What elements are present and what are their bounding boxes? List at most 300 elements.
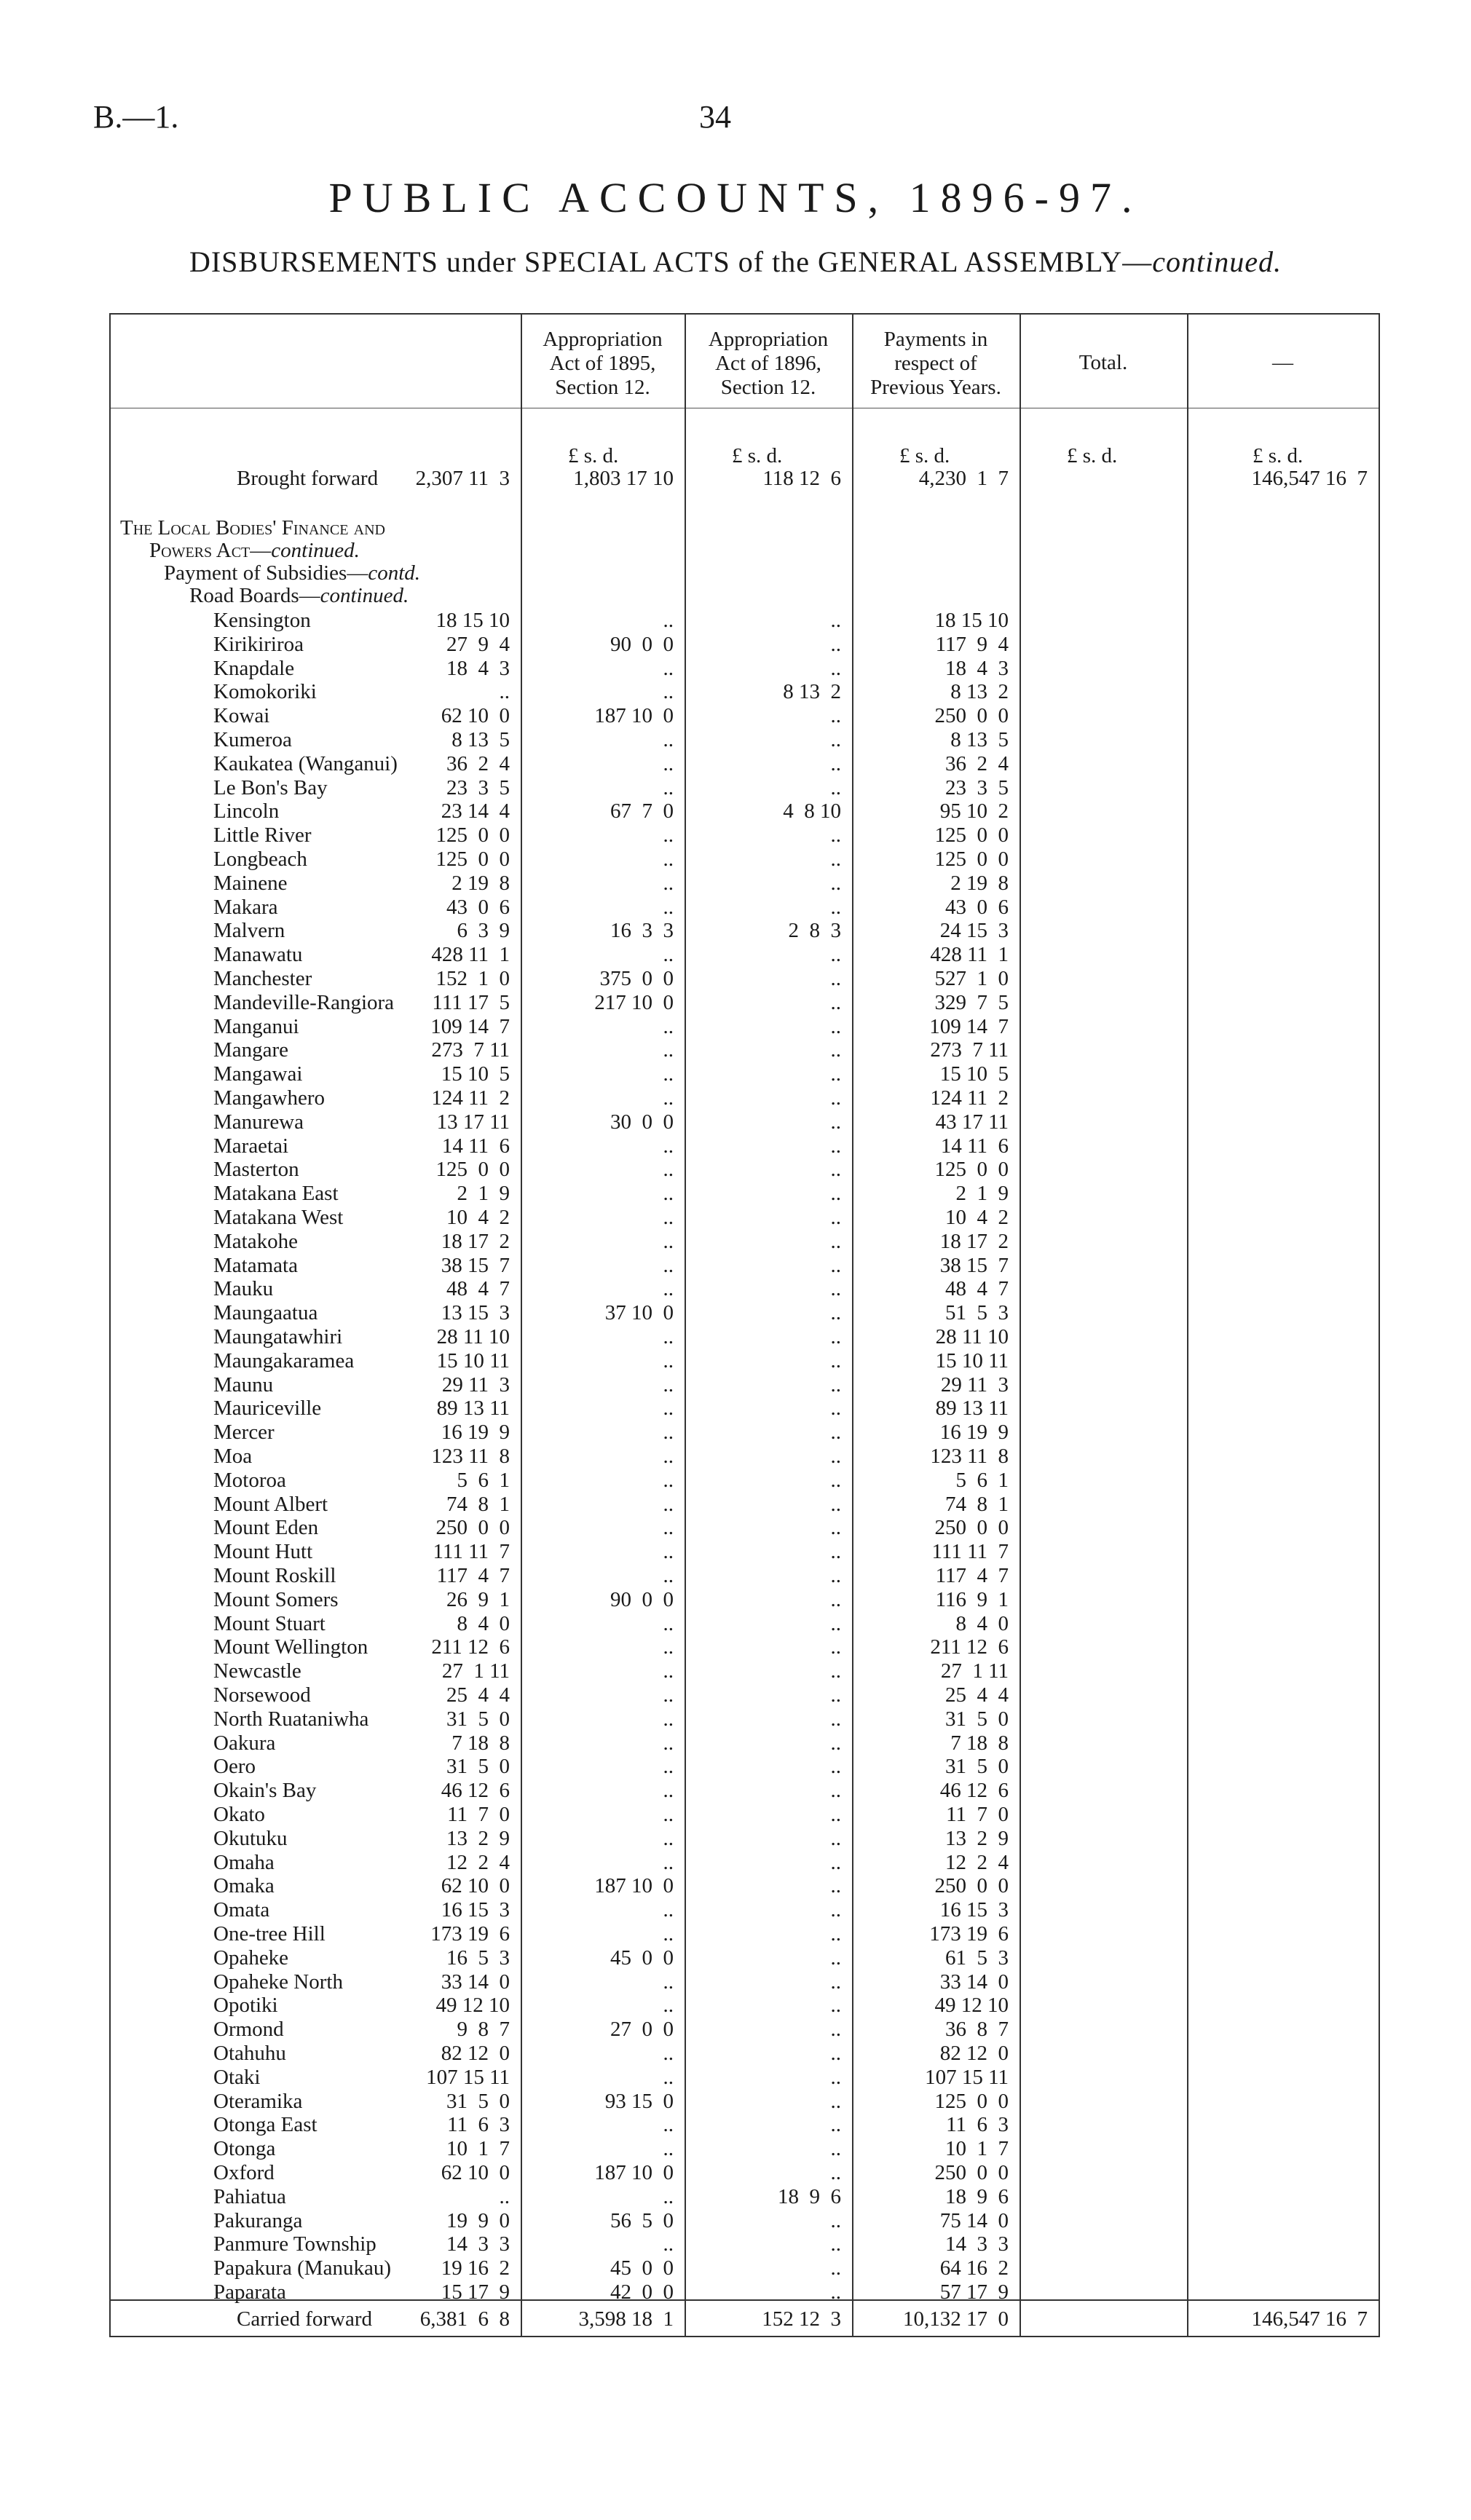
amount-c3: .. — [830, 1587, 841, 1611]
amount-c4: 61 5 3 — [945, 1946, 1009, 1970]
table-row — [109, 2090, 1380, 2113]
table-row — [109, 1158, 1380, 1181]
road-board-name: Makara — [213, 895, 278, 919]
amount-c1: 125 0 0 — [435, 1158, 510, 1182]
table-row — [109, 2138, 1380, 2160]
amount-c1: 111 17 5 — [432, 990, 510, 1014]
amount-c4: 16 15 3 — [939, 1898, 1009, 1922]
road-board-name: Mount Hutt — [213, 1540, 313, 1564]
amount-c1: 123 11 8 — [431, 1445, 510, 1468]
table-row — [109, 1326, 1380, 1348]
amount-c2: .. — [663, 1803, 674, 1826]
amount-c2: 217 10 0 — [594, 990, 674, 1014]
amount-c4: 43 0 6 — [945, 895, 1009, 919]
amount-c2: .. — [663, 609, 674, 632]
amount-c4: 2 19 8 — [950, 871, 1009, 895]
amount-c1: 29 11 3 — [441, 1372, 510, 1397]
amount-c3: .. — [830, 1898, 841, 1922]
table-row — [109, 1994, 1380, 2017]
road-board-name: Ormond — [213, 2018, 284, 2042]
table-row — [109, 1231, 1380, 1253]
table-row — [109, 2281, 1380, 2304]
road-board-name: Mangawai — [213, 1062, 303, 1086]
table-row — [109, 1947, 1380, 1970]
amount-c3: .. — [830, 1277, 841, 1301]
road-board-name: Oxford — [213, 2161, 275, 2184]
table-row — [109, 1684, 1380, 1707]
amount-c3: .. — [830, 2208, 841, 2232]
table-row — [109, 1923, 1380, 1946]
amount-c3: .. — [830, 2280, 841, 2304]
amount-c2: .. — [663, 1086, 674, 1110]
amount-c4: 43 17 11 — [935, 1110, 1009, 1134]
section-heading-act: Powers Act— — [149, 539, 272, 562]
amount-c4: 75 14 0 — [939, 2208, 1009, 2232]
table-row — [109, 2114, 1380, 2136]
table-row — [109, 2257, 1380, 2280]
amount-c1: 74 8 1 — [446, 1492, 510, 1516]
amount-c2: .. — [663, 1038, 674, 1062]
road-board-name: Maunu — [213, 1372, 274, 1397]
page-reference: B.—1. — [93, 99, 179, 135]
amount-c4: 5 6 1 — [955, 1468, 1009, 1492]
table-row — [109, 2018, 1380, 2041]
amount-c1: 23 14 4 — [441, 799, 510, 823]
table-row — [109, 872, 1380, 895]
header-line: Act of 1895, — [549, 352, 656, 375]
amount-c3: .. — [830, 1206, 841, 1229]
road-board-name: Mount Stuart — [213, 1611, 326, 1635]
amount-c4: 25 4 4 — [945, 1683, 1009, 1707]
amount-c2: .. — [663, 1372, 674, 1397]
amount-c3: .. — [830, 1158, 841, 1182]
amount-c2: .. — [663, 775, 674, 799]
amount-c4: 11 7 0 — [946, 1803, 1009, 1826]
amount-c3: .. — [830, 1635, 841, 1659]
table-row — [109, 2186, 1380, 2208]
amount-c1: 273 7 11 — [431, 1038, 510, 1062]
table-row — [109, 1302, 1380, 1324]
amount-c4: 107 15 11 — [925, 2065, 1009, 2089]
amount-c3: .. — [830, 2018, 841, 2042]
amount-c2: .. — [663, 1397, 674, 1421]
amount-c4: 125 0 0 — [934, 1158, 1009, 1182]
amount-c3: .. — [830, 871, 841, 895]
amount-c4: 57 17 9 — [939, 2280, 1009, 2304]
road-board-name: Pahiatua — [213, 2184, 286, 2208]
table-row — [109, 2066, 1380, 2089]
amount-c2: .. — [663, 823, 674, 848]
amount-c3: .. — [830, 1731, 841, 1755]
amount-c1: 8 4 0 — [457, 1611, 510, 1635]
carried-forward-col5: 146,547 16 7 — [1251, 2307, 1368, 2331]
amount-c4: 273 7 11 — [930, 1038, 1009, 1062]
road-board-name: Maungakaramea — [213, 1348, 355, 1372]
amount-c2: 16 3 3 — [610, 919, 674, 943]
amount-c1: 43 0 6 — [446, 895, 510, 919]
amount-c2: .. — [663, 1277, 674, 1301]
amount-c2: .. — [663, 1826, 674, 1850]
amount-c2: .. — [663, 848, 674, 871]
amount-c1: 11 7 0 — [447, 1803, 510, 1826]
amount-c4: 250 0 0 — [934, 2161, 1009, 2184]
road-board-name: Longbeach — [213, 848, 307, 871]
amount-c3: .. — [830, 1110, 841, 1134]
amount-c4: 49 12 10 — [934, 1994, 1009, 2018]
table-row — [109, 1589, 1380, 1611]
units-col2: £ s. d. — [732, 444, 783, 467]
road-board-name: Motoroa — [213, 1468, 286, 1492]
amount-c4: 38 15 7 — [939, 1253, 1009, 1277]
amount-c2: 45 0 0 — [610, 2256, 674, 2280]
amount-c1: 49 12 10 — [435, 1994, 510, 2018]
amount-c4: 8 4 0 — [955, 1611, 1009, 1635]
amount-c3: .. — [830, 1803, 841, 1826]
amount-c1: 13 17 11 — [436, 1110, 510, 1134]
amount-c4: 124 11 2 — [930, 1086, 1009, 1110]
amount-c4: 11 6 3 — [946, 2113, 1009, 2137]
amount-c2: .. — [663, 1516, 674, 1540]
amount-c1: 62 10 0 — [441, 1874, 510, 1898]
amount-c3: .. — [830, 1014, 841, 1038]
amount-c2: .. — [663, 2042, 674, 2065]
carried-forward-row — [109, 2308, 1380, 2331]
table-row — [109, 1780, 1380, 1802]
table-row — [109, 1517, 1380, 1539]
road-board-name: Manchester — [213, 967, 312, 990]
amount-c4: 125 0 0 — [934, 848, 1009, 871]
table-row — [109, 2162, 1380, 2184]
amount-c1: 7 18 8 — [451, 1731, 510, 1755]
amount-c2: 30 0 0 — [610, 1110, 674, 1134]
amount-c2: .. — [663, 1540, 674, 1564]
amount-c4: 2 1 9 — [955, 1182, 1009, 1206]
units-col1: £ s. d. — [568, 444, 619, 467]
amount-c2: .. — [663, 1253, 674, 1277]
header-line: Previous Years. — [870, 376, 1001, 399]
table-row — [109, 1852, 1380, 1874]
amount-c3: .. — [830, 1372, 841, 1397]
road-board-name: Manawatu — [213, 943, 303, 967]
road-board-name: Pakuranga — [213, 2208, 303, 2232]
amount-c1: 19 9 0 — [446, 2208, 510, 2232]
header-total — [1020, 351, 1187, 375]
header-line: Section 12. — [720, 376, 816, 399]
amount-c2: .. — [663, 1014, 674, 1038]
amount-c4: 109 14 7 — [929, 1014, 1009, 1038]
road-board-name: Matakohe — [213, 1229, 298, 1253]
amount-c1: 2 19 8 — [451, 871, 510, 895]
section-heading-line3 — [164, 562, 420, 585]
road-board-name: Lincoln — [213, 799, 280, 823]
carried-forward-col2: 3,598 18 1 — [578, 2307, 674, 2331]
amount-c3: .. — [830, 1421, 841, 1445]
road-board-name: Knapdale — [213, 656, 295, 680]
amount-c2: .. — [663, 1707, 674, 1731]
road-board-name: Mauriceville — [213, 1397, 322, 1421]
road-board-name: Mount Eden — [213, 1516, 319, 1540]
table-row — [109, 944, 1380, 966]
amount-c2: .. — [663, 1158, 674, 1182]
amount-c4: 111 11 7 — [931, 1540, 1009, 1564]
amount-c1: .. — [499, 2184, 510, 2208]
amount-c3: .. — [830, 751, 841, 775]
carried-forward-col4: 10,132 17 0 — [903, 2307, 1009, 2331]
amount-c3: .. — [830, 1826, 841, 1850]
amount-c3: .. — [830, 609, 841, 632]
amount-c2: 90 0 0 — [610, 632, 674, 656]
amount-c2: .. — [663, 1779, 674, 1803]
amount-c1: 62 10 0 — [441, 704, 510, 728]
table-row — [109, 657, 1380, 680]
amount-c1: 117 4 7 — [436, 1564, 510, 1587]
amount-c1: 8 13 5 — [451, 728, 510, 751]
amount-c4: 173 19 6 — [929, 1922, 1009, 1946]
table-row — [109, 1875, 1380, 1897]
amount-c4: 250 0 0 — [934, 1874, 1009, 1898]
amount-c2: .. — [663, 2232, 674, 2256]
amount-c4: 89 13 11 — [935, 1397, 1009, 1421]
table-row — [109, 824, 1380, 847]
amount-c2: .. — [663, 1850, 674, 1874]
amount-c1: 16 5 3 — [446, 1946, 510, 1970]
road-board-name: Mount Wellington — [213, 1635, 368, 1659]
table-row — [109, 1828, 1380, 1850]
amount-c1: 14 3 3 — [446, 2232, 510, 2256]
amount-c3: .. — [830, 1397, 841, 1421]
amount-c4: 428 11 1 — [930, 943, 1009, 967]
amount-c4: 250 0 0 — [934, 704, 1009, 728]
amount-c2: .. — [663, 1898, 674, 1922]
amount-c2: 90 0 0 — [610, 1587, 674, 1611]
amount-c3: .. — [830, 2161, 841, 2184]
section-heading-road-continued: continued. — [320, 584, 409, 607]
road-board-name: Mangawhero — [213, 1086, 326, 1110]
brought-forward-label: Brought forward — [237, 467, 379, 490]
page-title: PUBLIC ACCOUNTS, 1896-97. — [328, 174, 1143, 221]
amount-c4: 10 4 2 — [945, 1206, 1009, 1229]
amount-c3: .. — [830, 1683, 841, 1707]
table-row — [109, 1087, 1380, 1110]
amount-c4: 8 13 2 — [950, 680, 1009, 704]
amount-c1: 13 2 9 — [446, 1826, 510, 1850]
amount-c4: 7 18 8 — [950, 1731, 1009, 1755]
road-board-name: Norsewood — [213, 1683, 311, 1707]
road-board-name: Kaukatea (Wanganui) — [213, 751, 398, 775]
amount-c3: .. — [830, 990, 841, 1014]
amount-c4: 48 4 7 — [945, 1277, 1009, 1301]
table-row — [109, 2210, 1380, 2232]
table-row — [109, 1971, 1380, 1994]
amount-c3: .. — [830, 2042, 841, 2065]
road-board-name: Maraetai — [213, 1134, 289, 1158]
amount-c1: 23 3 5 — [446, 775, 510, 799]
amount-c1: 48 4 7 — [446, 1277, 510, 1301]
amount-c4: 51 5 3 — [945, 1301, 1009, 1325]
amount-c2: 56 5 0 — [610, 2208, 674, 2232]
amount-c1: 107 15 11 — [426, 2065, 510, 2089]
road-board-name: Mandeville-Rangiora — [213, 990, 395, 1014]
amount-c4: 15 10 5 — [939, 1062, 1009, 1086]
amount-c4: 8 13 5 — [950, 728, 1009, 751]
table-row — [109, 777, 1380, 799]
road-board-name: Matakana East — [213, 1182, 339, 1206]
table-row — [109, 1374, 1380, 1397]
road-board-name: Otonga East — [213, 2113, 318, 2137]
amount-c2: .. — [663, 656, 674, 680]
amount-c1: 27 9 4 — [446, 632, 510, 656]
amount-c3: .. — [830, 2113, 841, 2137]
amount-c1: 16 19 9 — [441, 1421, 510, 1445]
amount-c1: 173 19 6 — [430, 1922, 510, 1946]
amount-c1: 15 10 11 — [436, 1348, 510, 1372]
table-row — [109, 1206, 1380, 1229]
table-row — [109, 1565, 1380, 1587]
amount-c1: 18 15 10 — [435, 609, 510, 632]
amount-c1: 2 1 9 — [457, 1182, 510, 1206]
table-row — [109, 920, 1380, 942]
table-row — [109, 1708, 1380, 1731]
amount-c2: 187 10 0 — [594, 704, 674, 728]
amount-c1: 46 12 6 — [441, 1779, 510, 1803]
road-board-name: Okain's Bay — [213, 1779, 317, 1803]
amount-c3: .. — [830, 1134, 841, 1158]
amount-c3: .. — [830, 1229, 841, 1253]
header-line: — — [1272, 351, 1293, 374]
road-board-name: Oteramika — [213, 2089, 303, 2113]
amount-c3: .. — [830, 1874, 841, 1898]
amount-c3: .. — [830, 2256, 841, 2280]
amount-c3: .. — [830, 1253, 841, 1277]
amount-c1: 124 11 2 — [431, 1086, 510, 1110]
amount-c4: 14 11 6 — [940, 1134, 1009, 1158]
amount-c1: 12 2 4 — [446, 1850, 510, 1874]
amount-c1: 89 13 11 — [436, 1397, 510, 1421]
brought-forward-col3: 118 12 6 — [762, 467, 841, 490]
header-blank-column — [1187, 351, 1379, 375]
amount-c2: .. — [663, 2113, 674, 2137]
section-heading-line4 — [189, 585, 409, 607]
amount-c4: 95 10 2 — [939, 799, 1009, 823]
amount-c2: .. — [663, 1421, 674, 1445]
amount-c2: .. — [663, 943, 674, 967]
amount-c4: 250 0 0 — [934, 1516, 1009, 1540]
road-board-name: Kensington — [213, 609, 311, 632]
header-line: Appropriation — [543, 328, 663, 351]
amount-c2: 187 10 0 — [594, 1874, 674, 1898]
road-board-name: Mangare — [213, 1038, 289, 1062]
amount-c3: .. — [830, 1970, 841, 1994]
amount-c4: 27 1 11 — [940, 1659, 1009, 1683]
table-top-rule — [109, 313, 1380, 315]
amount-c4: 125 0 0 — [934, 2089, 1009, 2113]
amount-c3: .. — [830, 1468, 841, 1492]
road-board-name: Opotiki — [213, 1994, 278, 2018]
section-heading-subsidies: Payment of Subsidies— — [164, 561, 368, 585]
amount-c1: 28 11 10 — [436, 1325, 510, 1348]
amount-c1: 38 15 7 — [441, 1253, 510, 1277]
amount-c1: 31 5 0 — [446, 1707, 510, 1731]
amount-c1: 19 16 2 — [441, 2256, 510, 2280]
brought-forward-col2: 1,803 17 10 — [573, 467, 674, 490]
amount-c3: .. — [830, 895, 841, 919]
amount-c4: 125 0 0 — [934, 823, 1009, 848]
section-heading-contd: contd. — [368, 561, 421, 585]
road-board-name: Matakana West — [213, 1206, 344, 1229]
table-bottom-rule — [109, 2336, 1380, 2337]
table-row — [109, 1063, 1380, 1086]
amount-c3: .. — [830, 2065, 841, 2089]
amount-c1: 25 4 4 — [446, 1683, 510, 1707]
table-row — [109, 609, 1380, 632]
road-board-name: Kumeroa — [213, 728, 292, 751]
header-appropriation-1896 — [685, 328, 852, 400]
amount-c3: .. — [830, 1492, 841, 1516]
road-board-name: Manurewa — [213, 1110, 304, 1134]
road-board-name: Manganui — [213, 1014, 299, 1038]
amount-c3: 18 9 6 — [778, 2184, 841, 2208]
amount-c4: 16 19 9 — [939, 1421, 1009, 1445]
table-row — [109, 2233, 1380, 2256]
table-row — [109, 1278, 1380, 1300]
road-board-name: Panmure Township — [213, 2232, 376, 2256]
amount-c4: 117 4 7 — [935, 1564, 1009, 1587]
amount-c4: 116 9 1 — [935, 1587, 1009, 1611]
amount-c4: 82 12 0 — [939, 2042, 1009, 2065]
amount-c2: .. — [663, 1182, 674, 1206]
amount-c2: .. — [663, 1348, 674, 1372]
road-board-name: Le Bon's Bay — [213, 775, 328, 799]
amount-c4: 64 16 2 — [939, 2256, 1009, 2280]
amount-c3: .. — [830, 1922, 841, 1946]
table-row — [109, 1660, 1380, 1683]
amount-c3: .. — [830, 1611, 841, 1635]
header-previous-years — [852, 328, 1020, 400]
amount-c3: .. — [830, 1516, 841, 1540]
section-heading-continued: continued. — [271, 539, 360, 562]
amount-c2: .. — [663, 728, 674, 751]
road-board-name: Mercer — [213, 1421, 275, 1445]
amount-c4: 31 5 0 — [945, 1755, 1009, 1779]
road-board-name: Otahuhu — [213, 2042, 286, 2065]
subtitle-continued: continued. — [1152, 245, 1282, 278]
road-board-name: Mount Somers — [213, 1587, 339, 1611]
amount-c1: 26 9 1 — [446, 1587, 510, 1611]
road-board-name: Paparata — [213, 2280, 286, 2304]
table-row — [109, 1397, 1380, 1420]
amount-c1: 18 17 2 — [441, 1229, 510, 1253]
page-subtitle — [0, 245, 1471, 279]
road-board-name: Mauku — [213, 1277, 274, 1301]
amount-c3: .. — [830, 1325, 841, 1348]
amount-c4: 10 1 7 — [945, 2137, 1009, 2161]
amount-c4: 123 11 8 — [930, 1445, 1009, 1468]
amount-c3: .. — [830, 1779, 841, 1803]
amount-c1: 9 8 7 — [457, 2018, 510, 2042]
table-row — [109, 1469, 1380, 1492]
amount-c2: .. — [663, 1635, 674, 1659]
road-board-name: Opaheke — [213, 1946, 289, 1970]
amount-c1: 82 12 0 — [441, 2042, 510, 2065]
amount-c3: .. — [830, 848, 841, 871]
road-board-name: Masterton — [213, 1158, 299, 1182]
amount-c2: .. — [663, 1492, 674, 1516]
amount-c3: .. — [830, 775, 841, 799]
amount-c1: 10 4 2 — [446, 1206, 510, 1229]
amount-c1: 14 11 6 — [441, 1134, 510, 1158]
amount-c1: 33 14 0 — [441, 1970, 510, 1994]
amount-c2: .. — [663, 1755, 674, 1779]
